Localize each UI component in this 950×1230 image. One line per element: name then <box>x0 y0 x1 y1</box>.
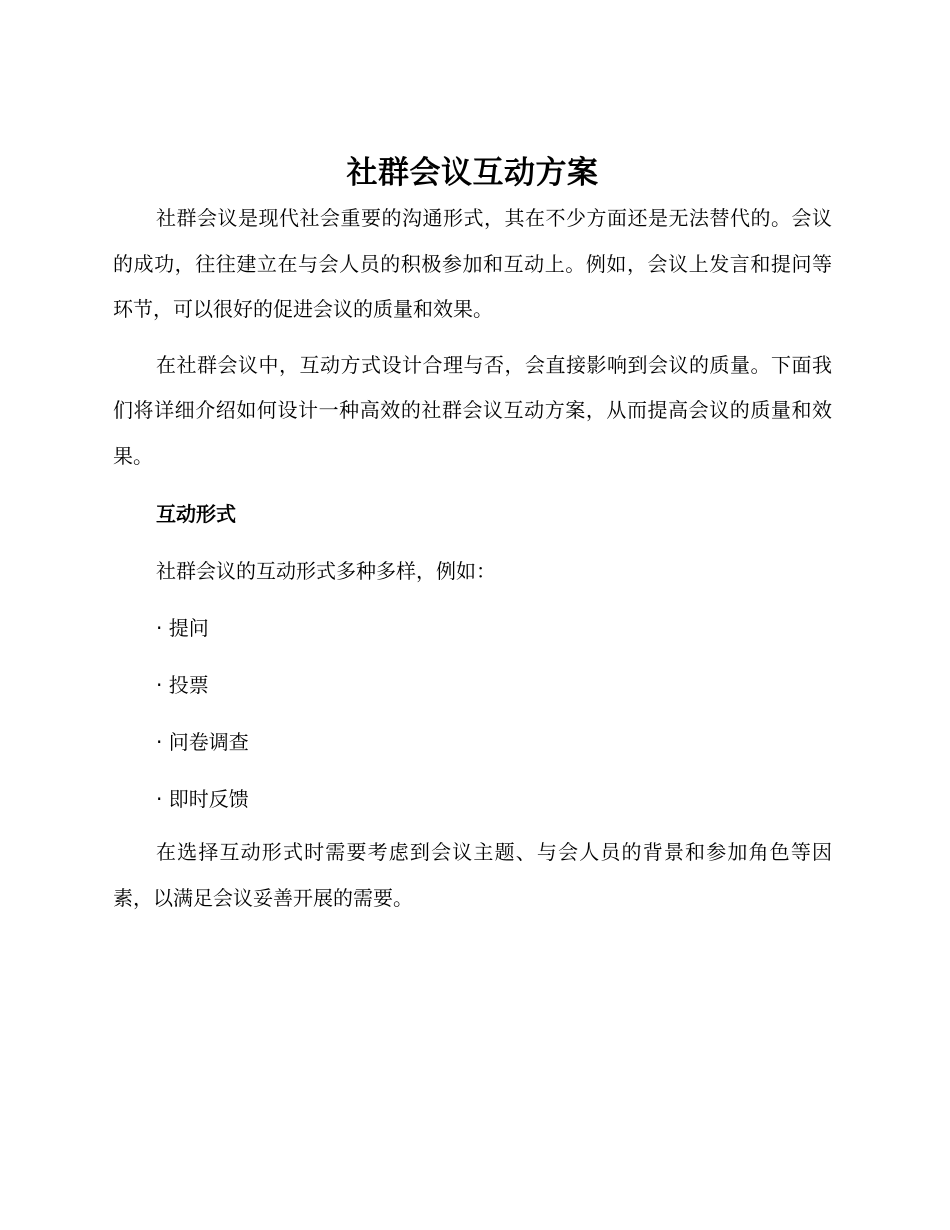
intro-paragraph-1: 社群会议是现代社会重要的沟通形式，其在不少方面还是无法替代的。会议的成功，往往建立在与会人员的积极参加和互动上。例如，会议上发言和提问等环节，可以很好的促进会议的质量和效果。 <box>113 206 832 321</box>
intro-paragraph-2: 在社群会议中，互动方式设计合理与否，会直接影响到会议的质量。下面我们将详细介绍如何设计一种高效的社群会议互动方案，从而提高会议的质量和效果。 <box>113 352 832 468</box>
paragraph-gap <box>113 333 832 343</box>
list-gap <box>113 590 832 609</box>
section-intro: 社群会议的互动形式多种多样，例如： <box>156 559 496 583</box>
document-title: 社群会议互动方案 <box>346 155 599 191</box>
list-gap <box>113 761 832 780</box>
bullet-item: · 即时反馈 <box>156 787 249 811</box>
paragraph-gap <box>113 818 832 830</box>
closing-paragraph: 在选择互动形式时需要考虑到会议主题、与会人员的背景和参加角色等因素，以满足会议妥善开展的需要。 <box>113 840 832 910</box>
bullet-item: · 提问 <box>156 616 209 640</box>
section-gap <box>113 479 832 495</box>
list-gap <box>113 647 832 666</box>
bullet-item: · 问卷调查 <box>156 730 249 754</box>
list-gap <box>113 704 832 723</box>
section-heading: 互动形式 <box>156 502 236 526</box>
bullet-item: · 投票 <box>156 673 209 697</box>
section-gap <box>113 533 832 552</box>
